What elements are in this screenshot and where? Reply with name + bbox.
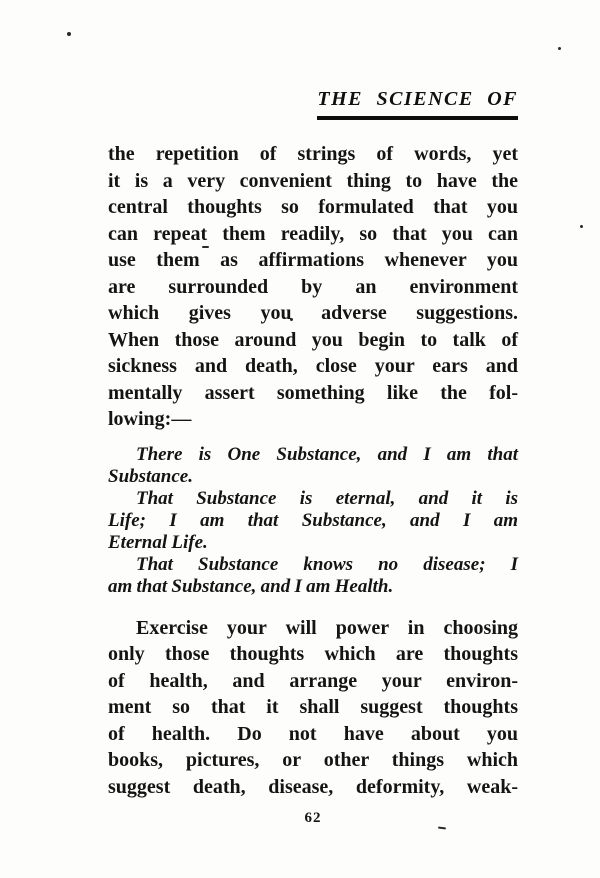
affirmation-line: That Substance knows no disease; I xyxy=(136,553,518,575)
text-line: mentally assert something like the fol- xyxy=(108,381,518,404)
text-line: books, pictures, or other things which xyxy=(108,749,518,771)
ink-speck xyxy=(580,225,583,228)
running-header-title: THE SCIENCE OF xyxy=(317,88,518,110)
page-number: 62 xyxy=(304,810,322,826)
text-line: use them as affirmations whenever you xyxy=(108,249,518,271)
affirmation-line: Life; I am that Substance, and I am xyxy=(108,509,518,531)
ink-speck xyxy=(67,32,71,36)
text-line: which gives you adverse suggestions. xyxy=(108,302,518,324)
running-header-inner xyxy=(317,88,518,120)
text-line: lowing:— xyxy=(108,408,192,430)
text-line: of health, and arrange your environ- xyxy=(108,669,518,692)
text-line: of health. Do not have about you xyxy=(108,722,518,745)
affirmation-line: There is One Substance, and I am that xyxy=(136,443,518,465)
text-line: suggest death, disease, deformity, weak- xyxy=(108,775,518,798)
text-line: ment so that it shall suggest thoughts xyxy=(108,696,518,718)
ink-speck xyxy=(558,47,561,50)
text-line: When those around you begin to talk of xyxy=(108,328,518,351)
affirmation-line: Eternal Life. xyxy=(108,531,208,553)
text-line: can repeat them readily, so that you can xyxy=(108,222,518,245)
running-header xyxy=(108,88,518,120)
paragraph-exercise xyxy=(108,615,518,801)
text-line: the repetition of strings of words, yet xyxy=(108,143,518,165)
affirmation-block xyxy=(108,444,518,598)
text-line: Exercise your will power in choosing xyxy=(136,616,518,639)
paragraph-continuation xyxy=(108,141,518,433)
header-rule xyxy=(317,116,518,120)
text-line: only those thoughts which are thoughts xyxy=(108,643,518,665)
affirmation-line: That Substance is eternal, and it is xyxy=(136,487,518,509)
text-column xyxy=(108,0,518,800)
affirmation-line: am that Substance, and I am Health. xyxy=(108,575,394,597)
text-line: it is a very convenient thing to have the xyxy=(108,169,518,192)
text-line: sickness and death, close your ears and xyxy=(108,355,518,377)
affirmation-line: Substance. xyxy=(108,465,193,487)
text-line: are surrounded by an environment xyxy=(108,275,518,298)
text-line: central thoughts so formulated that you xyxy=(108,196,518,218)
